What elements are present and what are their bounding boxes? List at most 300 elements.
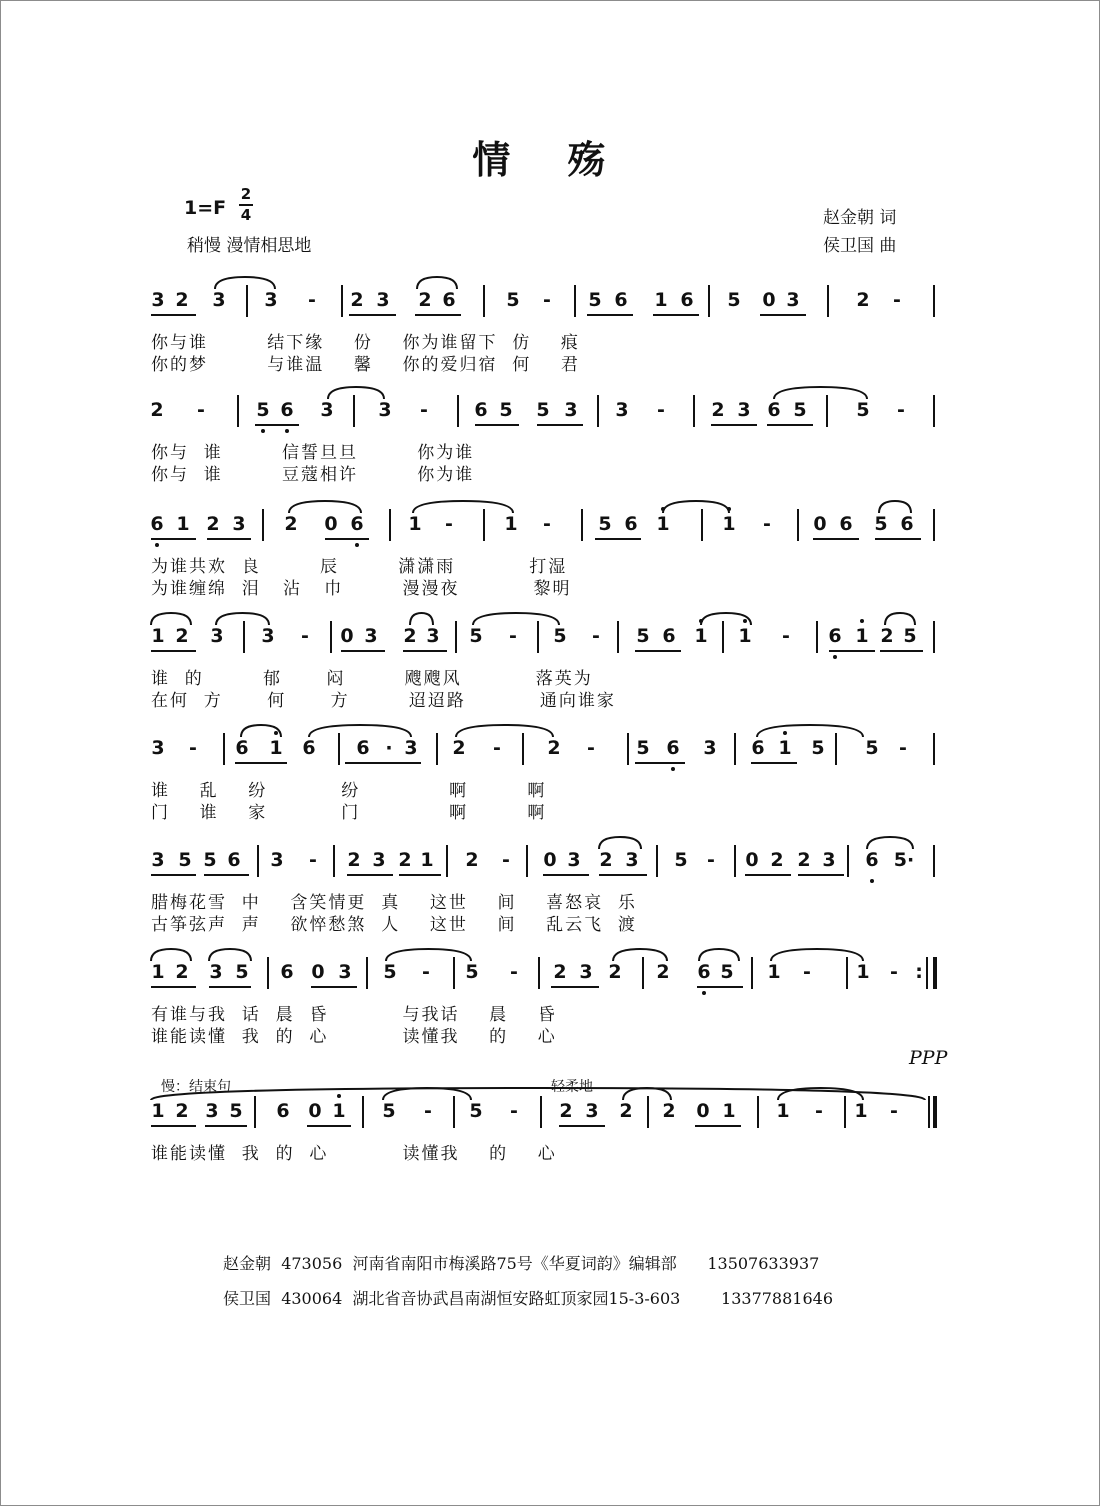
eighth-underline xyxy=(235,762,287,764)
high-octave-dot xyxy=(337,1094,341,1098)
slur-mark xyxy=(778,1088,863,1100)
note: 1 xyxy=(408,513,422,535)
note: 1 xyxy=(738,625,752,647)
low-octave-dot xyxy=(671,767,675,771)
eighth-underline xyxy=(695,1125,741,1127)
slur-mark xyxy=(757,725,863,737)
high-octave-dot xyxy=(727,507,731,511)
note: 6 xyxy=(227,849,241,871)
eighth-underline xyxy=(751,762,797,764)
dash-mark: - xyxy=(707,849,715,871)
note: 6 xyxy=(767,399,781,421)
eighth-underline xyxy=(415,314,461,316)
eighth-underline xyxy=(653,314,699,316)
score-system xyxy=(1,947,1099,1057)
note: 5 xyxy=(553,625,567,647)
note: 5 xyxy=(598,513,612,535)
note: 3 xyxy=(822,849,836,871)
dash-mark: - xyxy=(493,737,501,759)
dash-mark: - xyxy=(657,399,665,421)
slur-mark xyxy=(383,1088,471,1100)
barline xyxy=(701,509,703,541)
barline xyxy=(933,845,935,877)
eighth-underline xyxy=(798,874,844,876)
lyric-line-1: 腊梅花雪 中 含笑情更 真 这世 间 喜怒哀 乐 xyxy=(151,893,637,913)
note: 2 xyxy=(465,849,479,871)
note: 3 xyxy=(212,289,226,311)
note: 3 xyxy=(579,961,593,983)
barline xyxy=(581,509,583,541)
barline xyxy=(627,733,629,765)
eighth-underline xyxy=(151,538,196,540)
barline xyxy=(526,845,528,877)
note: 2 xyxy=(608,961,622,983)
eighth-underline xyxy=(697,986,743,988)
lyric-line-2: 古筝弦声 声 欲悴愁煞 人 这世 间 乱云飞 渡 xyxy=(151,915,637,935)
note: 6 xyxy=(280,961,294,983)
eighth-underline xyxy=(151,314,196,316)
barline xyxy=(246,285,248,317)
dash-mark: - xyxy=(197,399,205,421)
barline xyxy=(617,621,619,653)
slur-mark xyxy=(771,949,863,961)
notation-row xyxy=(1,611,1099,663)
note: 1 xyxy=(778,737,792,759)
lyric-line-1: 谁 乱 纷 纷 啊 啊 xyxy=(151,781,547,801)
eighth-underline xyxy=(767,424,813,426)
barline xyxy=(457,395,459,427)
barline xyxy=(446,845,448,877)
dash-mark: - xyxy=(420,399,428,421)
note: 5 xyxy=(229,1100,243,1122)
slur-mark xyxy=(867,837,913,849)
barline xyxy=(333,845,335,877)
note: 3 xyxy=(376,289,390,311)
note: 5 xyxy=(811,737,825,759)
barline xyxy=(522,733,524,765)
note: 2 xyxy=(206,513,220,535)
score-system xyxy=(1,723,1099,833)
time-signature xyxy=(239,187,253,223)
barline xyxy=(453,957,455,989)
dash-mark: - xyxy=(510,961,518,983)
slur-mark xyxy=(328,387,384,399)
eighth-underline xyxy=(829,650,875,652)
notation-row xyxy=(1,835,1099,887)
note: 5 xyxy=(383,961,397,983)
score-system xyxy=(1,385,1099,495)
note: 6 xyxy=(150,513,164,535)
eighth-underline xyxy=(559,1125,605,1127)
barline xyxy=(816,621,818,653)
lyric-line-1: 谁 的 郁 闷 飕飕风 落英为 xyxy=(151,669,593,689)
lyric-line-1: 你与 谁 信誓旦旦 你为谁 xyxy=(151,443,475,463)
low-octave-dot xyxy=(285,429,289,433)
footer-line-2: 侯卫国 430064 湖北省音协武昌南湖恒安路虹顶家园15-3-603 13377881646 xyxy=(223,1289,834,1308)
lyricist-credit: 赵金朝 词 xyxy=(823,208,897,228)
barline xyxy=(237,395,239,427)
note: 3 xyxy=(264,289,278,311)
eighth-underline xyxy=(325,538,369,540)
dash-mark: - xyxy=(445,513,453,535)
note: 5 xyxy=(588,289,602,311)
dash-mark: - xyxy=(543,513,551,535)
note: 3 xyxy=(151,737,165,759)
high-octave-dot xyxy=(699,619,703,623)
barline xyxy=(835,733,837,765)
final-barline xyxy=(926,957,928,989)
slur-mark xyxy=(599,837,641,849)
lyric-line-1: 有谁与我 话 晨 昏 与我话 晨 昏 xyxy=(151,1005,557,1025)
eighth-underline xyxy=(207,538,251,540)
note: 0 xyxy=(813,513,827,535)
eighth-underline xyxy=(204,874,249,876)
note: 3 xyxy=(426,625,440,647)
dash-mark: - xyxy=(897,399,905,421)
note: 0 xyxy=(543,849,557,871)
note: 3 xyxy=(261,625,275,647)
barline xyxy=(223,733,225,765)
note: 6 xyxy=(280,399,294,421)
high-octave-dot xyxy=(783,731,787,735)
eighth-underline xyxy=(399,874,441,876)
barline xyxy=(389,509,391,541)
eighth-underline xyxy=(551,986,599,988)
note: 6 xyxy=(751,737,765,759)
notation-row xyxy=(1,947,1099,999)
note: 2 xyxy=(175,289,189,311)
note: 3 xyxy=(404,737,418,759)
dash-mark: - xyxy=(782,625,790,647)
barline xyxy=(933,621,935,653)
lyric-line-1: 你与谁 结下缘 份 你为谁留下 仿 痕 xyxy=(151,333,580,353)
note: 5 xyxy=(235,961,249,983)
low-octave-dot xyxy=(833,655,837,659)
note: 1 xyxy=(151,625,165,647)
note: 1 xyxy=(694,625,708,647)
low-octave-dot xyxy=(355,543,359,547)
lyric-line-2: 你与 谁 豆蔻相许 你为谁 xyxy=(151,465,475,485)
barline xyxy=(455,621,457,653)
barline xyxy=(826,395,828,427)
dynamic-marking: PPP xyxy=(909,1047,948,1069)
note: 1 xyxy=(176,513,190,535)
barline xyxy=(341,285,343,317)
note: 5 xyxy=(856,399,870,421)
high-octave-dot xyxy=(661,507,665,511)
barline xyxy=(538,957,540,989)
lyric-line-1: 谁能读懂 我 的 心 读懂我 的 心 xyxy=(151,1144,557,1164)
eighth-underline xyxy=(151,650,196,652)
dash-mark: - xyxy=(189,737,197,759)
coda-marking: 慢：结束句 xyxy=(161,1079,231,1095)
eighth-underline xyxy=(875,538,921,540)
barline xyxy=(933,733,935,765)
note: 3 xyxy=(564,399,578,421)
note: 5 xyxy=(178,849,192,871)
note: 5 xyxy=(469,625,483,647)
eighth-underline xyxy=(537,424,583,426)
dash-mark: - xyxy=(510,1100,518,1122)
note: 5 xyxy=(382,1100,396,1122)
note: 3 xyxy=(338,961,352,983)
eighth-underline xyxy=(307,1125,351,1127)
lyric-line-2: 你的梦 与谁温 馨 你的爱归宿 何 君 xyxy=(151,355,580,375)
dash-mark: - xyxy=(893,289,901,311)
note: 6 xyxy=(828,625,842,647)
eighth-underline xyxy=(635,762,685,764)
note: 6 xyxy=(680,289,694,311)
footer-line-1: 赵金朝 473056 河南省南阳市梅溪路75号《华夏词韵》编辑部 13507633937 xyxy=(223,1254,820,1273)
notation-row xyxy=(1,385,1099,437)
eighth-underline xyxy=(345,762,421,764)
eighth-underline xyxy=(151,874,196,876)
note: 1 xyxy=(855,625,869,647)
note: 5 xyxy=(636,625,650,647)
note: 2 xyxy=(880,625,894,647)
barline xyxy=(537,621,539,653)
note: 2 xyxy=(350,289,364,311)
slur-mark xyxy=(613,949,667,961)
note: 1 xyxy=(776,1100,790,1122)
note: 5 xyxy=(874,513,888,535)
eighth-underline xyxy=(587,314,633,316)
note: 0 xyxy=(745,849,759,871)
dash-mark: - xyxy=(899,737,907,759)
eighth-underline xyxy=(813,538,859,540)
note: : xyxy=(915,961,923,983)
barline xyxy=(693,395,695,427)
note: 3 xyxy=(210,625,224,647)
barline xyxy=(647,1096,649,1128)
note: 2 xyxy=(619,1100,633,1122)
slur-mark xyxy=(289,501,361,513)
score-system xyxy=(1,275,1099,385)
lyric-line-2: 门 谁 家 门 啊 啊 xyxy=(151,803,547,823)
barline xyxy=(483,509,485,541)
lyric-line-2: 谁能读懂 我 的 心 读懂我 的 心 xyxy=(151,1027,557,1047)
note: 2 xyxy=(175,1100,189,1122)
eighth-underline xyxy=(635,650,681,652)
note: 2 xyxy=(175,961,189,983)
dash-mark: - xyxy=(592,625,600,647)
note: 1 xyxy=(332,1100,346,1122)
dash-mark: - xyxy=(803,961,811,983)
note: 5 xyxy=(506,289,520,311)
eighth-underline xyxy=(311,986,357,988)
barline xyxy=(734,733,736,765)
barline xyxy=(933,395,935,427)
barline xyxy=(366,957,368,989)
barline xyxy=(708,285,710,317)
final-barline xyxy=(928,1096,930,1128)
note: 6 xyxy=(276,1100,290,1122)
note: 1 xyxy=(654,289,668,311)
barline xyxy=(338,733,340,765)
barline xyxy=(656,845,658,877)
final-barline xyxy=(933,1096,937,1128)
barline xyxy=(642,957,644,989)
note: 1 xyxy=(151,961,165,983)
barline xyxy=(540,1096,542,1128)
note: 2 xyxy=(553,961,567,983)
eighth-underline xyxy=(595,538,641,540)
note: 6 xyxy=(235,737,249,759)
note: · xyxy=(385,737,393,759)
note: 6 xyxy=(666,737,680,759)
eighth-underline xyxy=(475,424,519,426)
note: 6 xyxy=(697,961,711,983)
dash-mark: - xyxy=(587,737,595,759)
eighth-underline xyxy=(209,986,251,988)
score-system xyxy=(1,611,1099,721)
barline xyxy=(330,621,332,653)
dash-mark: - xyxy=(422,961,430,983)
note: 2 xyxy=(770,849,784,871)
note: 2 xyxy=(150,399,164,421)
song-title: 情 殇 xyxy=(472,138,628,182)
eighth-underline xyxy=(880,650,923,652)
note: 1 xyxy=(856,961,870,983)
barline xyxy=(243,621,245,653)
note: 2 xyxy=(559,1100,573,1122)
barline xyxy=(574,285,576,317)
final-barline xyxy=(933,957,937,989)
dash-mark: - xyxy=(424,1100,432,1122)
note: 2 xyxy=(347,849,361,871)
note: 2 xyxy=(599,849,613,871)
note: 2 xyxy=(662,1100,676,1122)
barline xyxy=(483,285,485,317)
note: 5 xyxy=(203,849,217,871)
note: 5 xyxy=(499,399,513,421)
note: 0 xyxy=(696,1100,710,1122)
slur-mark xyxy=(417,277,457,289)
note: 2 xyxy=(284,513,298,535)
score-system xyxy=(1,835,1099,945)
tempo-marking: 稍慢 漫情相思地 xyxy=(187,236,312,256)
eighth-underline xyxy=(347,874,393,876)
notation-row xyxy=(1,723,1099,775)
note: 3 xyxy=(378,399,392,421)
note: 2 xyxy=(398,849,412,871)
eighth-underline xyxy=(255,424,299,426)
notation-row xyxy=(1,275,1099,327)
time-bottom: 4 xyxy=(240,206,252,224)
slur-mark xyxy=(473,613,559,625)
dash-mark: - xyxy=(815,1100,823,1122)
barline xyxy=(846,957,848,989)
note: 2 xyxy=(797,849,811,871)
eighth-underline xyxy=(711,424,757,426)
note: 5 xyxy=(865,737,879,759)
note: 5 xyxy=(536,399,550,421)
dash-mark: - xyxy=(301,625,309,647)
note: 5 xyxy=(674,849,688,871)
coda-expression: 轻柔地 xyxy=(551,1079,593,1095)
note: 3 xyxy=(625,849,639,871)
low-octave-dot xyxy=(870,879,874,883)
note: 3 xyxy=(364,625,378,647)
key-signature: 1=F xyxy=(184,197,227,219)
note: 5 xyxy=(256,399,270,421)
note: 0 xyxy=(324,513,338,535)
note: 3 xyxy=(320,399,334,421)
barline xyxy=(254,1096,256,1128)
note: 2 xyxy=(711,399,725,421)
note: 2 xyxy=(656,961,670,983)
note: 0 xyxy=(311,961,325,983)
barline xyxy=(453,1096,455,1128)
slur-mark xyxy=(215,277,275,289)
dash-mark: - xyxy=(509,625,517,647)
barline xyxy=(844,1096,846,1128)
notation-row xyxy=(1,499,1099,551)
eighth-underline xyxy=(745,874,791,876)
note: 2 xyxy=(403,625,417,647)
note: 3 xyxy=(786,289,800,311)
note: 3 xyxy=(151,289,165,311)
slur-mark xyxy=(309,725,411,737)
barline xyxy=(757,1096,759,1128)
dash-mark: - xyxy=(309,849,317,871)
barline xyxy=(751,957,753,989)
barline xyxy=(734,845,736,877)
low-octave-dot xyxy=(261,429,265,433)
note: 5 xyxy=(903,625,917,647)
note: 1 xyxy=(151,1100,165,1122)
eighth-underline xyxy=(341,650,385,652)
note: 2 xyxy=(175,625,189,647)
note: 6 xyxy=(442,289,456,311)
note: 6 xyxy=(900,513,914,535)
note: 5 xyxy=(727,289,741,311)
score-system xyxy=(1,499,1099,609)
slur-mark xyxy=(151,949,191,961)
note: 3 xyxy=(737,399,751,421)
note: 5 xyxy=(793,399,807,421)
barline xyxy=(267,957,269,989)
slur-mark xyxy=(410,613,433,625)
note: 1 xyxy=(767,961,781,983)
low-octave-dot xyxy=(702,991,706,995)
note: 6 xyxy=(865,849,879,871)
dash-mark: - xyxy=(890,1100,898,1122)
note: 6 xyxy=(474,399,488,421)
slur-mark xyxy=(774,387,867,399)
slur-mark xyxy=(413,501,513,513)
slur-mark xyxy=(386,949,471,961)
note: 1 xyxy=(504,513,518,535)
low-octave-dot xyxy=(155,543,159,547)
slur-mark xyxy=(209,949,251,961)
note: 3 xyxy=(205,1100,219,1122)
note: 1 xyxy=(722,513,736,535)
note: 5 xyxy=(720,961,734,983)
note: 6 xyxy=(356,737,370,759)
dash-mark: - xyxy=(308,289,316,311)
barline xyxy=(597,395,599,427)
note: 2 xyxy=(856,289,870,311)
eighth-underline xyxy=(205,1125,247,1127)
high-octave-dot xyxy=(274,731,278,735)
note: 1 xyxy=(722,1100,736,1122)
dash-mark: - xyxy=(763,513,771,535)
note: 0 xyxy=(762,289,776,311)
slur-mark xyxy=(151,1088,925,1100)
note: 1 xyxy=(854,1100,868,1122)
note: 0 xyxy=(308,1100,322,1122)
